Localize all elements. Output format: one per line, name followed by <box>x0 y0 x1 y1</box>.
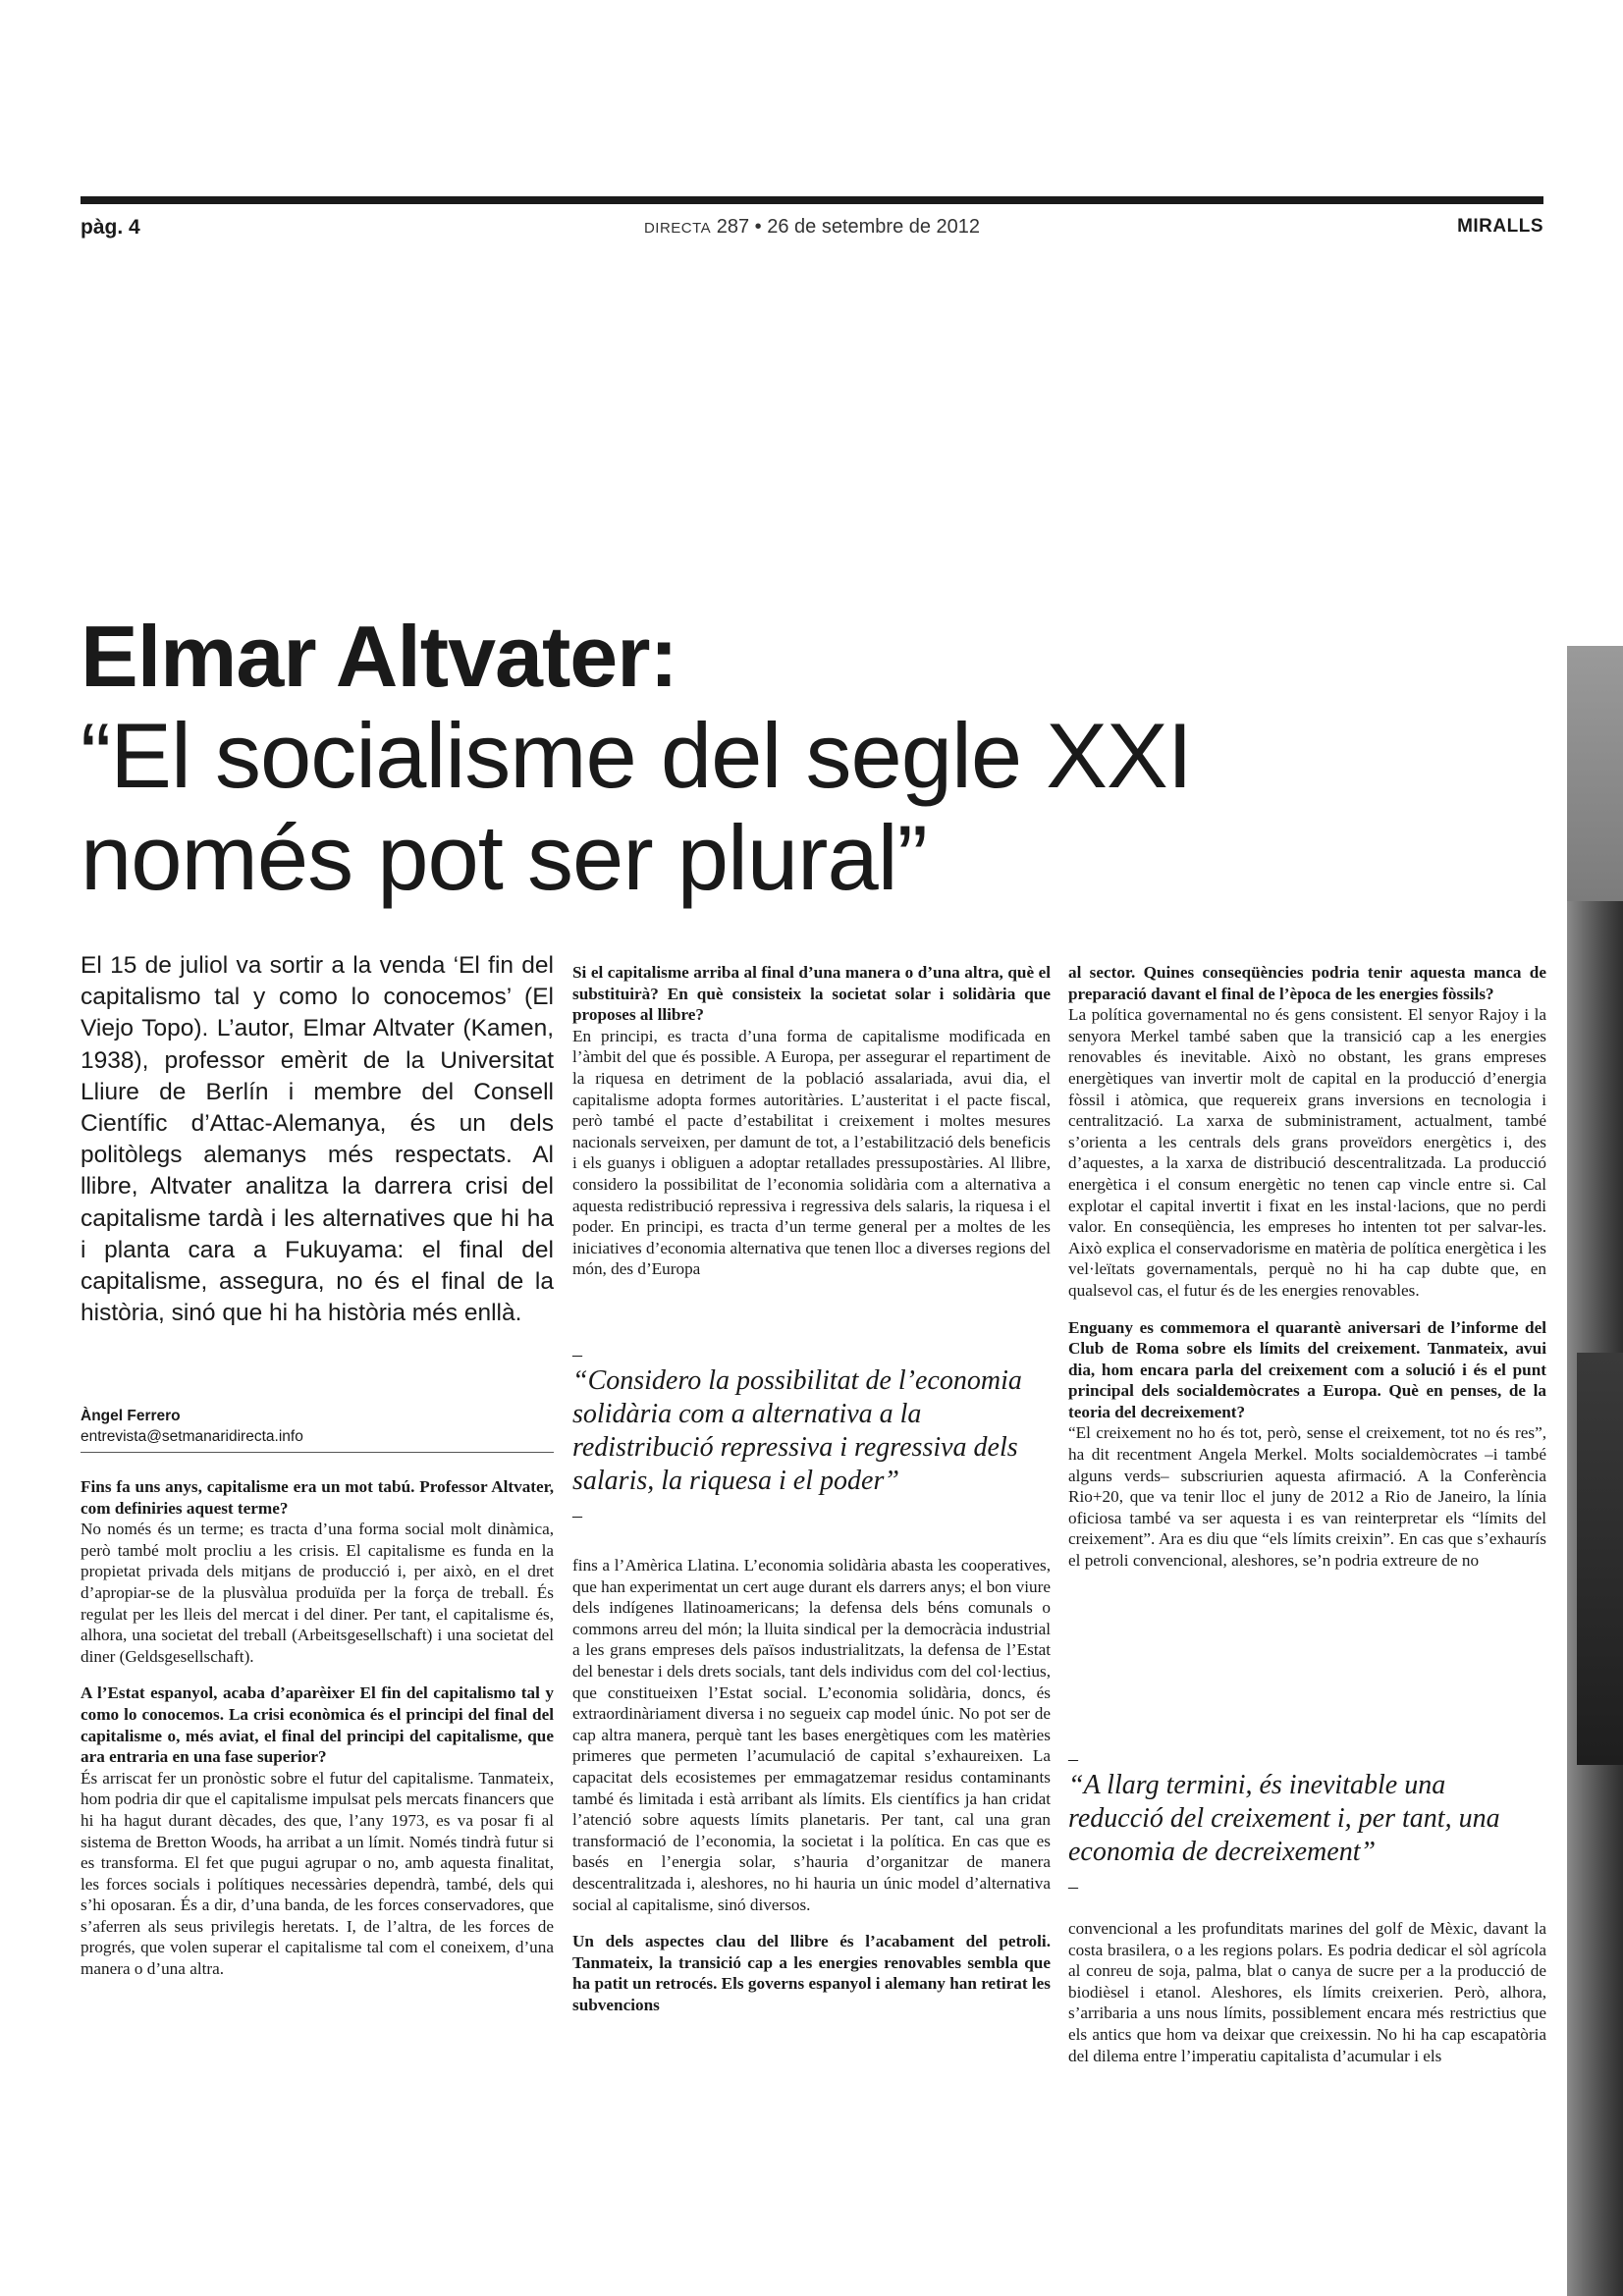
pull-quote-dash: – <box>1068 1876 1078 1897</box>
answer-4: La política governamental no és gens consistent. El senyor Rajoy i la senyora Merkel també saben que la transició cap a les energies renovables és inevitable. Això no obstant, les grans empreses energètiques van invertir molt de capital en la producció d’energia fòssil i atòmica, que requereix grans inversions en tecnologia i centralització. La xarxa de subministrament, actualment, també s’orienta a les centrals dels grans proveïdors energètics i, des d’aquestes, a la xarxa de distribució descentralitzada. La producció energètica i el consum energètic no tenen cap vincle entre si. Cal explotar el capital invertit i fixat en les instal·lacions, que no perdi valor. En conseqüència, les empreses ho intenten tot per salvar-les. Això explica el conservadorisme en matèria de política energètica i les vel·leïtats governamentals, perquè no hi ha cap dubte que, en qualsevol cas, el futur és de les energies renovables. <box>1068 1005 1546 1300</box>
headline-quote-line1: “El socialisme del segle XXI <box>81 704 1192 807</box>
question-4: Un dels aspectes clau del llibre és l’acabament del petroli. Tanmateix, la transició cap a les energies renovables sembla que ha patit un retrocés. Els governs espanyol i alemany han retirat les subvencions <box>572 1932 1051 2014</box>
column-3-top <box>1068 962 1546 1572</box>
answer-2: És arriscat fer un pronòstic sobre el futur del capitalisme. Tanmateix, hom podria dir que el capitalisme impulsat pels mercats financers que hi ha hagut durant dècades, des que, l’any 1973, es va posar fi al sistema de Bretton Woods, ha arribat a un límit. Només tindrà futur si es transforma. El fet que pugui agrupar o no, amb aquesta finalitat, les forces socials i polítiques necessàries dependrà, també, dels qui s’hi oposaran. És a dir, d’una banda, de les forces conservadores, que s’aferren als seus privilegis heretats. I, de l’altra, de les forces de progrés, que volen superar el capitalisme tal com el coneixem, d’una manera o d’una altra. <box>81 1768 554 1979</box>
publication-name: DIRECTA <box>643 220 712 237</box>
pull-quote-1 <box>572 1345 1044 1525</box>
pull-quote-text: “Considero la possibilitat de l’economia solidària com a alternativa a la redistribució repressiva i regressiva dels salaris, la riquesa i el poder” <box>572 1365 1022 1496</box>
question-4-continued: al sector. Quines conseqüències podria tenir aquesta manca de preparació davant el final de l’època de les energies fòssils? <box>1068 963 1546 1003</box>
pull-quote-text: “A llarg termini, és inevitable una reducció del creixement i, per tant, una economia de decreixement” <box>1068 1770 1500 1867</box>
issue-info <box>81 216 1543 239</box>
byline <box>81 1408 554 1453</box>
column-2-top <box>572 962 1051 1280</box>
question-1: Fins fa uns anys, capitalisme era un mot tabú. Professor Altvater, com definiries aquest terme? <box>81 1477 554 1518</box>
page-number: pàg. 4 <box>81 216 140 239</box>
question-3: Si el capitalisme arriba al final d’una manera o d’una altra, què el substituirà? En què consisteix la societat solar i solidària que proposes al llibre? <box>572 963 1051 1025</box>
headline-name: Elmar Altvater: <box>81 608 677 705</box>
column-1 <box>81 1476 554 1980</box>
author-name: Àngel Ferrero <box>81 1408 181 1424</box>
top-rule <box>81 196 1543 204</box>
pull-quote-2 <box>1068 1749 1540 1896</box>
pull-quote-dash: – <box>572 1344 582 1365</box>
portrait-photo <box>1567 646 1623 2296</box>
answer-3: En principi, es tracta d’una forma de capitalisme modificada en l’àmbit del que és possible. A Europa, per assegurar el repartiment de la riquesa en detriment de la població assalariada, avui dia, el capitalisme adopta formes autoritàries. L’austeritat i el pacte fiscal, però també el pacte d’estabilitat i creixement i moltes mesures nacionals serveixen, per damunt de tot, a l’estabilització dels beneficis i els guanys i obliguen a adoptar retallades pressupostàries. Al llibre, considero la possibilitat de l’economia solidària com a alternativa a aquesta redistribució repressiva i regressiva dels salaris, la riquesa i el poder. En principi, es tracta d’un terme general per a moltes de les iniciatives d’economia alternativa que tenen lloc a diverses regions del món, des d’Europa <box>572 1026 1051 1279</box>
article-headline <box>81 609 1553 909</box>
section-name: MIRALLS <box>1457 216 1543 237</box>
page-header <box>81 216 1543 245</box>
column-2-bottom <box>572 1555 1051 2015</box>
answer-3-continued: fins a l’Amèrica Llatina. L’economia solidària abasta les cooperatives, que han experimentat un cert auge durant els darrers anys; el bon viure dels indígenes llatinoamericans; la defensa dels béns comunals o commons arreu del món; la lluita sindical per la democràcia industrial a les grans empreses dels països industrialitzats, la defensa de l’Estat del benestar i dels drets socials, tant dels individus com del col·lectius, que constitueixen l’Estat social. L’economia solidària, doncs, és extraordinàriament diversa i no segueix cap model únic. No pot ser de cap altra manera, perquè tant les bases energètiques com les matèries primeres que permeten l’acumulació de capital s’exhaureixen. La capacitat dels ecosistemes per emmagatzemar residus contaminants també és limitada i està arribant als límits. Els científics ja han cridat l’atenció sobre aquests límits planetaris. Per tant, cal una gran transformació de l’economia, la societat i la política. En cas que es basés en l’energia solar, s’hauria d’organitzar de manera descentralitzada i, aleshores, no hi hauria un únic model d’alternativa social al capitalisme, sinó diversos. <box>572 1556 1051 1914</box>
pull-quote-dash: – <box>572 1505 582 1526</box>
question-5: Enguany es commemora el quarantè aniversari de l’informe del Club de Roma sobre els límits del creixement. Tanmateix, avui dia, hom encara parla del creixement com a solució i és el punt principal dels socialdemòcrates a Europa. Què en penses, de la teoria del decreixement? <box>1068 1317 1546 1421</box>
question-2: A l’Estat espanyol, acaba d’aparèixer El fin del capitalismo tal y como lo conocemos. La crisi econòmica és el principi del final del capitalisme o, més aviat, el final del principi del capitalisme, que ara entraria en una fase superior? <box>81 1683 554 1767</box>
byline-rule <box>81 1452 554 1453</box>
issue-date: 287 • 26 de setembre de 2012 <box>711 216 981 238</box>
headline-quote-line2: només pot ser plural” <box>81 806 927 909</box>
answer-5-continued: convencional a les profunditats marines del golf de Mèxic, davant la costa brasilera, o a les regions polars. Es podria dedicar el sòl agrícola al conreu de soja, palma, blat o canya de sucre per a la producció de biodièsel i etanol. Aleshores, els límits creixerien. Però, alhora, s’arribaria a uns nous límits, possiblement encara més restrictius que els antics que hom va deixar que creixessin. No hi ha cap escapatòria del dilema entre l’imperatiu capitalista d’acumular i els <box>1068 1919 1546 2065</box>
author-email: entrevista@setmanaridirecta.info <box>81 1428 303 1445</box>
column-3-bottom <box>1068 1918 1546 2066</box>
answer-5: “El creixement no ho és tot, però, sense el creixement, tot no és res”, ha dit recentment Angela Merkel. Molts socialdemòcrates –i també alguns verds– subscriurien aquesta afirmació. A la Conferència Rio+20, que va tenir lloc el juny de 2012 a Rio de Janeiro, la línia oficiosa també va ser aquesta i es van reinterpretar els “límits del creixement”. Ara es diu que “els límits creixin”. En cas que s’exhaurís el petroli convencional, aleshores, se’n podria extreure de no <box>1068 1423 1546 1571</box>
pull-quote-dash: – <box>1068 1748 1078 1770</box>
article-lede: El 15 de juliol va sortir a la venda ‘El fin del capitalismo tal y como lo conocemos’ (El Viejo Topo). L’autor, Elmar Altvater (Kamen, 1938), professor emèrit de la Universitat Lliure de Berlín i membre del Consell Científic d’Attac-Alemanya, és un dels politòlegs alemanys més respectats. Al llibre, Altvater analitza la darrera crisi del capitalisme tardà i les alternatives que hi ha i planta cara a Fukuyama: el final del capitalisme, assegura, no és el final de la història, sinó que hi ha història més enllà. <box>81 952 554 1327</box>
answer-1: No només és un terme; es tracta d’una forma social molt dinàmica, però també molt procliu a les crisis. El capitalisme es funda en la propietat privada dels mitjans de producció i, per això, en el dret d’apropiar-se de la plusvàlua produïda per la força de treball. És regulat per les lleis del mercat i del diner. Per tant, el capitalisme és, alhora, una societat del treball (Arbeitsgesellschaft) i una societat del diner (Geldsgesellschaft). <box>81 1520 554 1666</box>
